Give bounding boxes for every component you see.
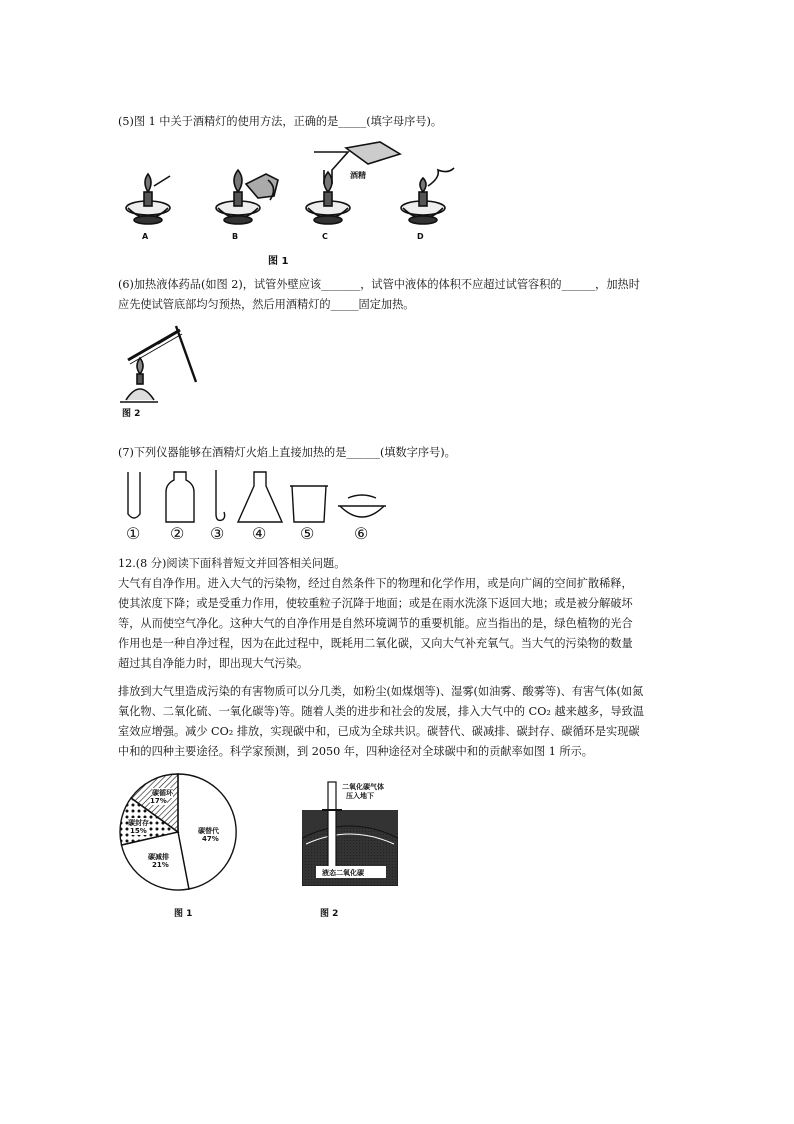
bottle-label: 酒精 <box>350 171 366 180</box>
conical-flask-icon <box>238 472 282 522</box>
instrument-number-6: ⑥ <box>354 524 369 543</box>
slice-label-storage: 碳封存 <box>128 819 149 827</box>
instrument-number-3: ③ <box>210 524 225 543</box>
slice-value-substitution: 47% <box>202 835 219 843</box>
para2-line: 室效应增强。减少 CO₂ 排放，实现碳中和，已成为全球共识。碳替代、碳减排、碳封存、碳循环是实现碳 <box>118 725 640 738</box>
lamp-c-icon <box>306 142 400 224</box>
spoon-icon <box>216 470 225 520</box>
para1-line: 等，从而使空气净化。这种大气的自净作用是自然环境调节的重要机能。应当指出的是，绿色植物的光合 <box>118 617 633 630</box>
pie-caption: 图 1 <box>174 909 193 919</box>
para1-line: 作用也是一种自净过程，因为在此过程中，既耗用二氧化碳，又向大气补充氧气。当大气的污染物的数量 <box>118 637 633 650</box>
test-tube-heating-drawing <box>118 318 208 403</box>
lamp-d-icon <box>401 168 454 224</box>
fig2-top-label-1: 二氧化碳气体 <box>342 783 384 791</box>
beaker-icon <box>292 486 326 522</box>
instrument-number-2: ② <box>170 524 185 543</box>
alcohol-lamp-drawings <box>118 140 468 270</box>
heating-liquid-figure <box>118 318 208 418</box>
q6-line-1: (6)加热液体药品(如图 2)，试管外壁应该_______，试管中液体的体积不应超过试管容积的______，加热时 <box>118 278 640 291</box>
para2-line: 氧化物、二氧化硫、一氧化碳等)等。随着人类的进步和社会的发展，排入大气中的 CO₂ 越来越多，导致温 <box>118 705 644 718</box>
figure-1-caption: 图 1 <box>268 256 289 267</box>
para2-line: 排放到大气里造成污染的有害物质可以分几类，如粉尘(如煤烟等)、湿雾(如油雾、酸雾等)、有害气体(如氮 <box>118 685 644 698</box>
q6-line-2: 应先使试管底部均匀预热，然后用酒精灯的_____固定加热。 <box>118 298 415 311</box>
slice-value-reduction: 21% <box>152 861 169 869</box>
slice-value-storage: 15% <box>130 827 147 835</box>
q7-text: (7)下列仪器能够在酒精灯火焰上直接加热的是______(填数字序号)。 <box>118 446 456 459</box>
q12-heading: 12.(8 分)阅读下面科普短文并回答相关问题。 <box>118 557 346 570</box>
para2-line: 中和的四种主要途径。科学家预测，到 2050 年，四种途径对全球碳中和的贡献率如图 1 所示。 <box>118 745 593 758</box>
para1-line: 大气有自净作用。进入大气的污染物，经过自然条件下的物理和化学作用，或是向广阔的空间扩散稀释， <box>118 577 633 590</box>
injection-pipe-icon <box>328 782 336 876</box>
para1-line: 超过其自净能力时，即出现大气污染。 <box>118 657 309 670</box>
slice-label-cycle: 碳循环 <box>152 789 173 797</box>
instrument-number-1: ① <box>126 524 141 543</box>
para1-line: 使其浓度下降；或是受重力作用，使较重粒子沉降于地面；或是在雨水洗涤下返回大地；或是被分解破坏 <box>118 597 633 610</box>
carbon-neutral-pie-figure <box>118 772 238 922</box>
option-d-label: D <box>417 232 424 241</box>
slice-label-reduction: 碳减排 <box>148 853 169 861</box>
evaporating-dish-icon <box>340 506 384 517</box>
co2-storage-figure <box>302 774 398 924</box>
figure-2-caption: 图 2 <box>122 409 141 419</box>
fig2-caption: 图 2 <box>320 909 339 919</box>
slice-label-substitution: 碳替代 <box>198 827 219 835</box>
lamp-a-icon <box>126 174 170 224</box>
test-tube-icon <box>128 472 140 518</box>
alcohol-lamp-figure <box>118 140 468 270</box>
option-a-label: A <box>142 232 149 241</box>
option-c-label: C <box>322 232 328 241</box>
fig2-bottom-label: 液态二氧化碳 <box>322 869 364 877</box>
q5-text: (5)图 1 中关于酒精灯的使用方法，正确的是_____(填字母序号)。 <box>118 115 443 128</box>
lamp-b-icon <box>216 170 278 224</box>
fig2-top-label-2: 压入地下 <box>346 792 374 800</box>
option-b-label: B <box>232 232 239 241</box>
instruments-drawing <box>118 468 388 524</box>
instruments-figure <box>118 468 388 544</box>
bottle-icon <box>166 472 194 522</box>
instrument-number-5: ⑤ <box>300 524 315 543</box>
slice-value-cycle: 17% <box>150 797 167 805</box>
instrument-number-4: ④ <box>252 524 267 543</box>
